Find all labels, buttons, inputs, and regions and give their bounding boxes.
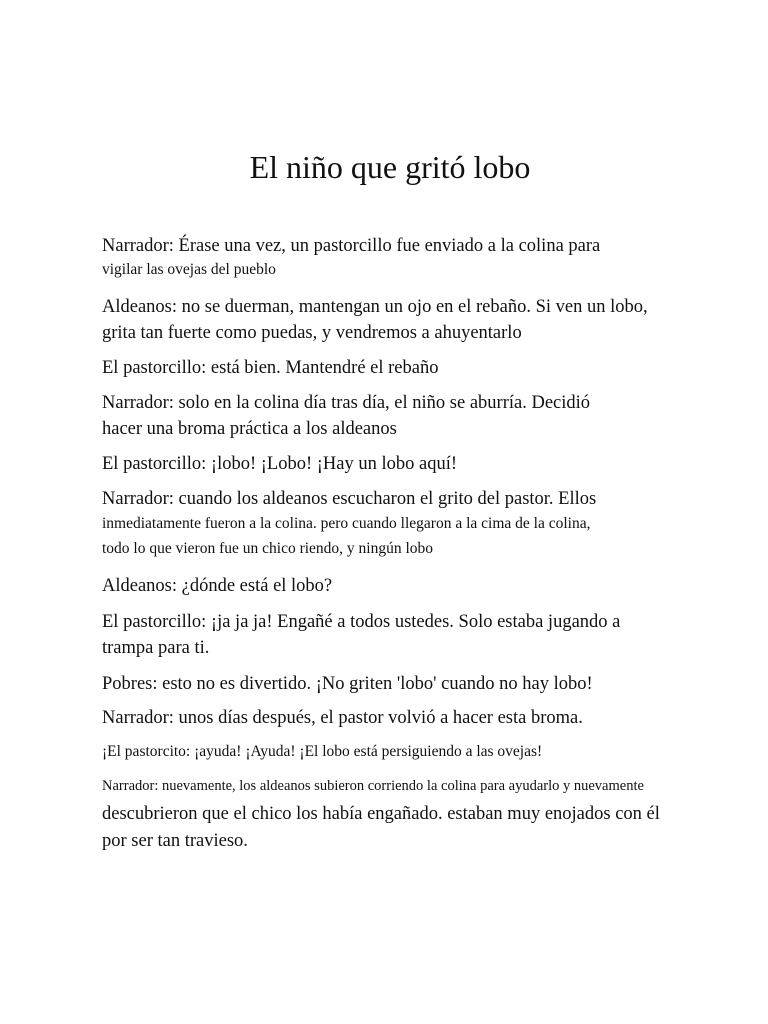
paragraph-line: vigilar las ovejas del pueblo	[102, 261, 276, 278]
paragraph-line: Pobres: esto no es divertido. ¡No griten 'lobo' cuando no hay lobo!	[102, 674, 593, 694]
paragraph-line: Aldeanos: ¿dónde está el lobo?	[102, 576, 333, 596]
paragraph-line: grita tan fuerte como puedas, y vendremos a ahuyentarlo	[102, 323, 522, 343]
paragraph-line: descubrieron que el chico los había engañado. estaban muy enojados con él	[102, 804, 660, 824]
paragraph-line: Narrador: unos días después, el pastor volvió a hacer esta broma.	[102, 708, 583, 728]
paragraph-line: hacer una broma práctica a los aldeanos	[102, 419, 397, 439]
page-title: El niño que gritó lobo	[249, 149, 531, 185]
paragraph-line: Narrador: nuevamente, los aldeanos subieron corriendo la colina para ayudarlo y nuevamente	[102, 778, 644, 794]
paragraph-line: trampa para ti.	[102, 638, 210, 658]
paragraph-line: El pastorcillo: ¡ja ja ja! Engañé a todos ustedes. Solo estaba jugando a	[102, 612, 621, 632]
paragraph-line: El pastorcillo: ¡lobo! ¡Lobo! ¡Hay un lobo aquí!	[102, 454, 458, 474]
paragraph-line: inmediatamente fueron a la colina. pero cuando llegaron a la cima de la colina,	[102, 515, 591, 532]
paragraph-line: ¡El pastorcito: ¡ayuda! ¡Ayuda! ¡El lobo está persiguiendo a las ovejas!	[102, 743, 543, 760]
paragraph-line: Narrador: cuando los aldeanos escucharon el grito del pastor. Ellos	[102, 489, 597, 509]
paragraph-line: por ser tan travieso.	[102, 831, 248, 851]
paragraph-line: El pastorcillo: está bien. Mantendré el rebaño	[102, 358, 439, 378]
paragraph-line: Aldeanos: no se duerman, mantengan un ojo en el rebaño. Si ven un lobo,	[102, 297, 648, 317]
paragraph-line: Narrador: Érase una vez, un pastorcillo fue enviado a la colina para	[102, 236, 601, 256]
paragraph-line: Narrador: solo en la colina día tras día, el niño se aburría. Decidió	[102, 393, 591, 413]
paragraph-line: todo lo que vieron fue un chico riendo, y ningún lobo	[102, 540, 434, 557]
